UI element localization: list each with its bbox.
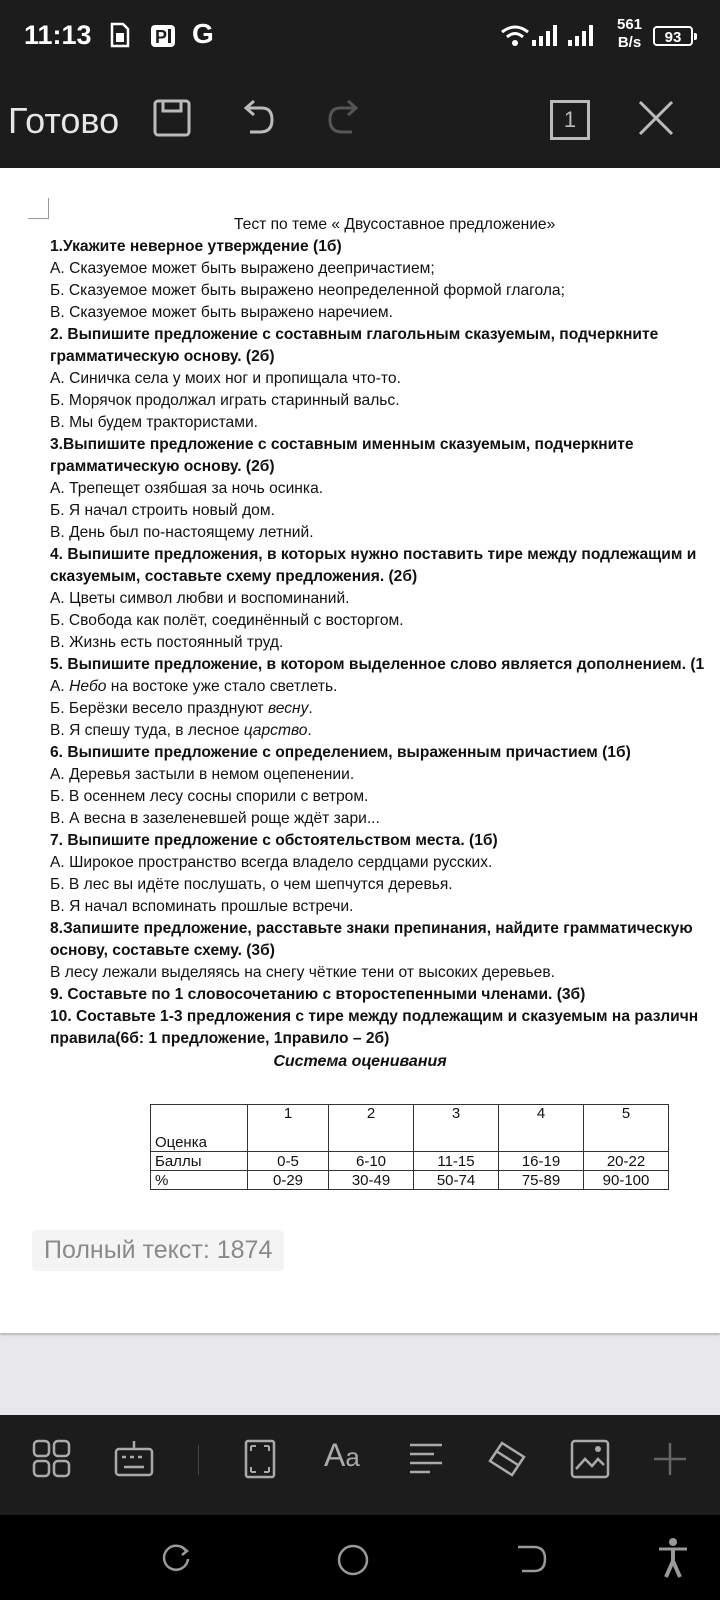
q5b-suffix: . xyxy=(308,700,313,717)
table-header-row xyxy=(151,1105,669,1152)
bottom-toolbar xyxy=(0,1415,720,1515)
answer-option: А. Трепещет озябшая за ночь осинка. xyxy=(50,480,324,497)
editor-toolbar xyxy=(0,72,720,168)
question-line: основу, составьте схему. (3б) xyxy=(50,942,275,959)
status-bar xyxy=(0,0,720,72)
answer-option: А. Деревья застыли в немом оцепенении. xyxy=(50,766,355,783)
table-cell: 0-29 xyxy=(248,1171,329,1190)
table-cell: 3 xyxy=(414,1105,499,1152)
sim-card-icon xyxy=(110,22,130,48)
question-line: 1.Укажите неверное утверждение (1б) xyxy=(50,238,342,255)
document-title: Тест по теме « Двусоставное предложение» xyxy=(234,216,556,233)
image-icon[interactable] xyxy=(570,1439,610,1479)
keyboard-icon[interactable] xyxy=(114,1439,154,1479)
page-corner-mark xyxy=(28,198,49,219)
answer-option: Б. В лес вы идёте послушать, о чем шепчутся деревья. xyxy=(50,876,453,893)
table-cell: 5 xyxy=(584,1105,669,1152)
eraser-icon[interactable] xyxy=(488,1439,528,1479)
undo-icon[interactable] xyxy=(238,98,278,138)
answer-option: Б. Я начал строить новый дом. xyxy=(50,502,275,519)
answer-option: В. Мы будем трактористами. xyxy=(50,414,258,431)
table-cell: 1 xyxy=(248,1105,329,1152)
recent-apps-icon[interactable] xyxy=(160,1543,192,1575)
full-text-count: Полный текст: 1874 xyxy=(32,1230,284,1271)
answer-option: В. Я начал вспоминать прошлые встречи. xyxy=(50,898,354,915)
table-cell: 50-74 xyxy=(414,1171,499,1190)
answer-option: А. Синичка села у моих ног и пропищала что-то. xyxy=(50,370,401,387)
table-cell: 75-89 xyxy=(499,1171,584,1190)
answer-option: В. День был по-настоящему летний. xyxy=(50,524,314,541)
toolbar-divider xyxy=(198,1445,199,1475)
answer-option: А. Широкое пространство всегда владело сердцами русских. xyxy=(50,854,493,871)
back-icon[interactable] xyxy=(514,1543,548,1575)
table-cell: 2 xyxy=(329,1105,414,1152)
answer-option: Б. В осеннем лесу сосны спорили с ветром. xyxy=(50,788,369,805)
q5-option-a xyxy=(50,676,720,698)
save-icon[interactable] xyxy=(152,98,192,138)
close-icon[interactable] xyxy=(636,98,676,138)
question-line: грамматическую основу. (2б) xyxy=(50,458,275,475)
q5a-italic-word: Небо xyxy=(69,678,107,695)
table-cell: Оценка xyxy=(151,1105,248,1152)
table-cell: % xyxy=(151,1171,248,1190)
question-line: 5. Выпишите предложение, в котором выделенное слово является дополнением. (1 xyxy=(50,656,705,673)
answer-option: Б. Свобода как полёт, соединённый с восторгом. xyxy=(50,612,404,629)
q5a-prefix: А. xyxy=(50,678,70,695)
question-line: 6. Выпишите предложение с определением, выраженным причастием (1б) xyxy=(50,744,631,761)
answer-option: Б. Морячок продолжал играть старинный вальс. xyxy=(50,392,400,409)
question-line: 7. Выпишите предложение с обстоятельством места. (1б) xyxy=(50,832,498,849)
svg-text:P: P xyxy=(155,27,168,47)
layout-icon[interactable] xyxy=(32,1439,72,1479)
q5c-italic-word: царство xyxy=(243,722,308,739)
parking-icon xyxy=(150,24,176,48)
question-line: 3.Выпишите предложение с составным именным сказуемым, подчеркните xyxy=(50,436,634,453)
home-icon[interactable] xyxy=(336,1543,370,1577)
wifi-icon xyxy=(500,24,530,48)
q5-option-c xyxy=(50,720,720,742)
google-icon: G xyxy=(192,18,214,49)
table-cell: Баллы xyxy=(151,1152,248,1171)
question-line: сказуемым, составьте схему предложения. (2б) xyxy=(50,568,418,585)
question-line: 10. Составьте 1-3 предложения с тире между подлежащим и сказуемым на различн xyxy=(50,1008,699,1025)
add-icon[interactable] xyxy=(652,1439,688,1479)
fit-page-icon[interactable] xyxy=(244,1439,276,1479)
table-cell: 0-5 xyxy=(248,1152,329,1171)
answer-option: А. Сказуемое может быть выражено деепричастием; xyxy=(50,260,435,277)
accessibility-icon[interactable] xyxy=(658,1537,688,1579)
document-page[interactable] xyxy=(0,168,720,1333)
network-speed-value: 561 xyxy=(617,16,643,33)
redo-icon[interactable] xyxy=(324,98,364,138)
table-cell: 6-10 xyxy=(329,1152,414,1171)
q5b-prefix: Б. Берёзки весело празднуют xyxy=(50,700,268,717)
signal-icon-1 xyxy=(532,24,558,46)
answer-option: В. А весна в зазеленевшей роще ждёт зари... xyxy=(50,810,380,827)
font-icon[interactable]: Aa xyxy=(324,1437,360,1473)
q5b-italic-word: весну xyxy=(267,700,309,717)
done-button[interactable]: Готово xyxy=(8,100,120,141)
system-nav-bar xyxy=(0,1515,720,1600)
question-line: 8.Запишите предложение, расставьте знаки препинания, найдите грамматическую xyxy=(50,920,693,937)
question-line: 2. Выпишите предложение с составным глагольным сказуемым, подчеркните xyxy=(50,326,659,343)
answer-option: А. Цветы символ любви и воспоминаний. xyxy=(50,590,350,607)
question-line: 4. Выпишите предложения, в которых нужно поставить тире между подлежащим и xyxy=(50,546,697,563)
q5c-suffix: . xyxy=(307,722,312,739)
grading-table xyxy=(150,1104,669,1190)
table-cell: 30-49 xyxy=(329,1171,414,1190)
answer-option: В. Жизнь есть постоянный труд. xyxy=(50,634,284,651)
question-line: правила(6б: 1 предложение, 1правило – 2б) xyxy=(50,1030,390,1047)
table-cell: 20-22 xyxy=(584,1152,669,1171)
table-row xyxy=(151,1171,669,1190)
table-cell: 4 xyxy=(499,1105,584,1152)
question-line: 9. Составьте по 1 словосочетанию с второстепенными членами. (3б) xyxy=(50,986,586,1003)
status-time: 11:13 xyxy=(24,20,92,50)
page-count-button[interactable]: 1 xyxy=(550,100,590,140)
signal-icon-2 xyxy=(568,24,594,46)
grading-title: Система оценивания xyxy=(273,1053,447,1070)
table-cell: 16-19 xyxy=(499,1152,584,1171)
table-cell: 90-100 xyxy=(584,1171,669,1190)
battery-icon: 93 xyxy=(653,26,693,46)
network-speed-unit: B/s xyxy=(617,34,642,51)
q5a-suffix: на востоке уже стало светлеть. xyxy=(106,678,338,695)
q5c-prefix: В. Я спешу туда, в лесное xyxy=(50,722,244,739)
answer-option: В. Сказуемое может быть выражено наречием. xyxy=(50,304,393,321)
document-text[interactable] xyxy=(50,214,720,1050)
question-line: грамматическую основу. (2б) xyxy=(50,348,275,365)
network-speed xyxy=(617,16,642,52)
q5-option-b xyxy=(50,698,720,720)
answer-option: Б. Сказуемое может быть выражено неопределенной формой глагола; xyxy=(50,282,565,299)
align-icon[interactable] xyxy=(408,1439,444,1479)
table-row xyxy=(151,1152,669,1171)
table-cell: 11-15 xyxy=(414,1152,499,1171)
answer-option: В лесу лежали выделяясь на снегу чёткие тени от высоких деревьев. xyxy=(50,964,555,981)
